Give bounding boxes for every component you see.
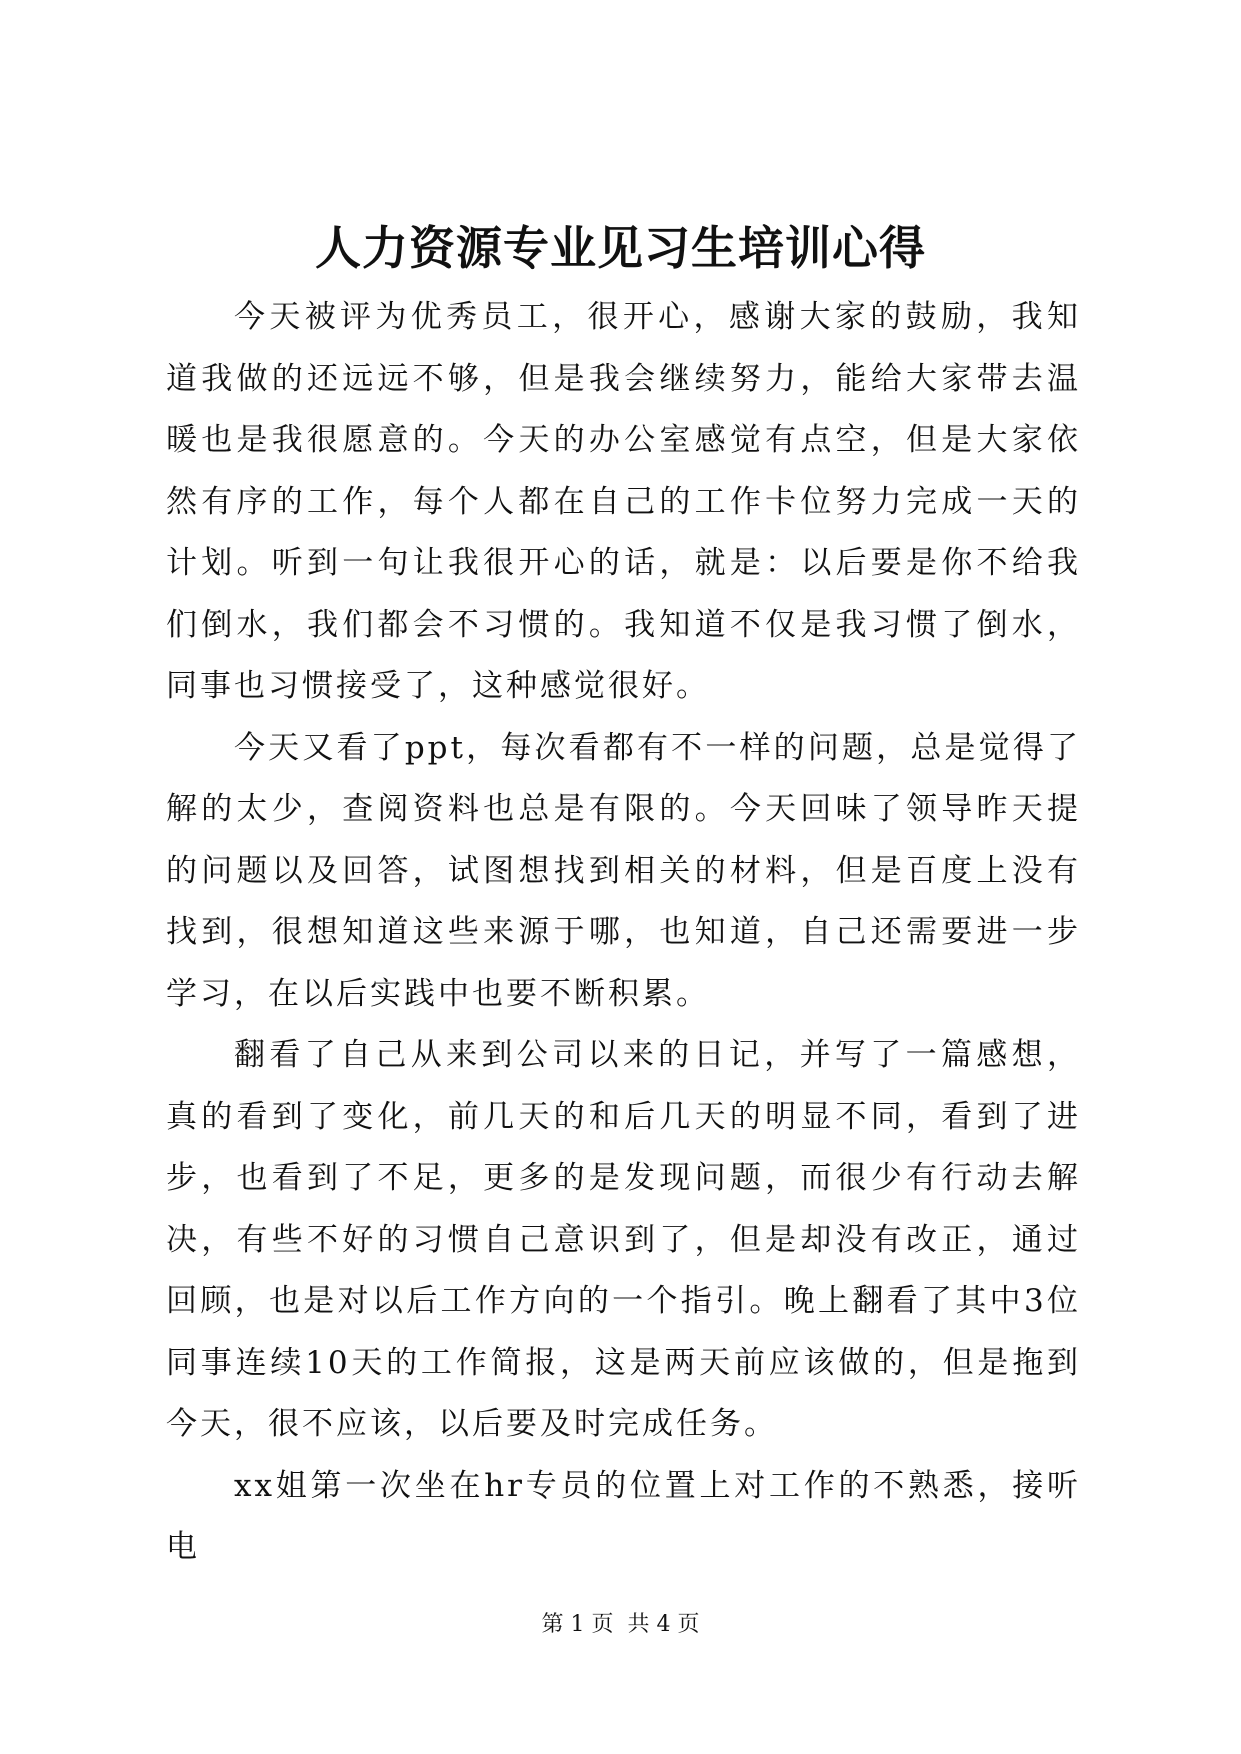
- paragraph: xx姐第一次坐在hr专员的位置上对工作的不熟悉，接听电: [166, 1467, 1081, 1565]
- page-number-footer: 第 1 页 共 4 页: [541, 1612, 700, 1637]
- paragraph: 今天又看了ppt，每次看都有不一样的问题，总是觉得了解的太少，查阅资料也总是有限的。今天回味了领导昨天提的问题以及回答，试图想找到相关的材料，但是百度上没有找到，很想知道这些来源于哪，也知道，自己还需要进一步学习，在以后实践中也要不断积累。: [166, 729, 1081, 1012]
- document-title: 人力资源专业见习生培训心得: [315, 221, 926, 275]
- paragraph: 今天被评为优秀员工，很开心，感谢大家的鼓励，我知道我做的还远远不够，但是我会继续努力，能给大家带去温暖也是我很愿意的。今天的办公室感觉有点空，但是大家依然有序的工作，每个人都在自己的工作卡位努力完成一天的计划。听到一句让我很开心的话，就是：以后要是你不给我们倒水，我们都会不习惯的。我知道不仅是我习惯了倒水，同事也习惯接受了，这种感觉很好。: [166, 299, 1081, 704]
- document-body: [166, 287, 1081, 1579]
- paragraph: 翻看了自己从来到公司以来的日记，并写了一篇感想，真的看到了变化，前几天的和后几天的明显不同，看到了进步，也看到了不足，更多的是发现问题，而很少有行动去解决，有些不好的习惯自己意识到了，但是却没有改正，通过回顾，也是对以后工作方向的一个指引。晚上翻看了其中3位同事连续10天的工作简报，这是两天前应该做的，但是拖到今天，很不应该，以后要及时完成任务。: [166, 1037, 1081, 1442]
